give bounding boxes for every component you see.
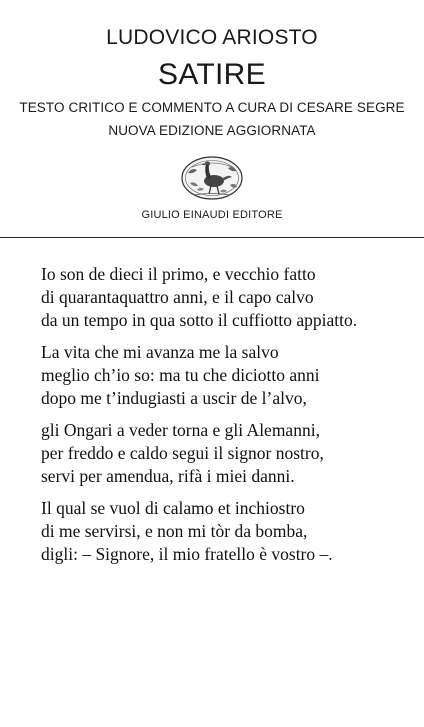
- publisher-name: GIULIO EINAUDI EDITORE: [141, 209, 283, 221]
- author-name: LUDOVICO ARIOSTO: [106, 26, 318, 49]
- verse-line: di quarantaquattro anni, e il capo calvo: [41, 287, 314, 307]
- verse-line: servi per amendua, rifà i miei danni.: [41, 466, 295, 486]
- stanza: [41, 419, 411, 488]
- verse-line: digli: – Signore, il mio fratello è vostro –.: [41, 544, 333, 564]
- verse-line: da un tempo in qua sotto il cuffiotto appiatto.: [41, 310, 358, 330]
- verse-line: Io son de dieci il primo, e vecchio fatto: [41, 264, 316, 284]
- verse-line: meglio ch’io so: ma tu che diciotto anni: [41, 365, 320, 385]
- divider-line: [0, 237, 424, 238]
- stanza: [41, 341, 411, 410]
- verse-line: per freddo e caldo segui il signor nostro,: [41, 443, 324, 463]
- verse-line: La vita che mi avanza me la salvo: [41, 342, 279, 362]
- ostrich-emblem-icon: [180, 155, 244, 201]
- poem-text: [41, 263, 411, 575]
- stanza: [41, 497, 411, 566]
- verse-line: gli Ongari a veder torna e gli Alemanni,: [41, 420, 320, 440]
- verse-line: Il qual se vuol di calamo et inchiostro: [41, 498, 305, 518]
- edition-note: NUOVA EDIZIONE AGGIORNATA: [108, 123, 316, 138]
- stanza: [41, 263, 411, 332]
- verse-line: dopo me t’indugiasti a uscir de l’alvo,: [41, 388, 307, 408]
- book-title: SATIRE: [158, 58, 266, 91]
- verse-line: di me servirsi, e non mi tòr da bomba,: [41, 521, 308, 541]
- book-subtitle: TESTO CRITICO E COMMENTO A CURA DI CESARE SEGRE: [19, 100, 405, 115]
